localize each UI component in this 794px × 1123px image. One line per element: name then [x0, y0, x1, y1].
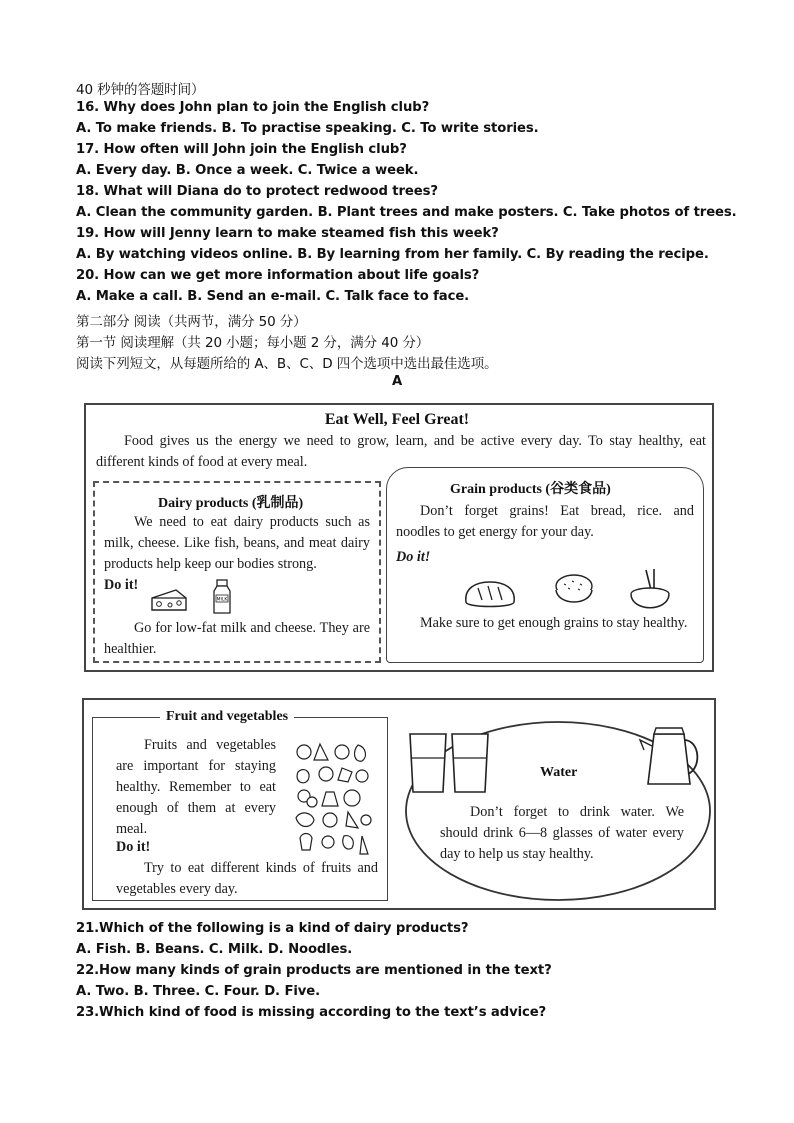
options-16: A. To make friends. B. To practise speaking. C. To write stories.: [76, 121, 539, 136]
noodles-bowl-icon: [628, 568, 672, 614]
grain-body: Don’t forget grains! Eat bread, rice. and noodles to get energy for your day.: [396, 503, 694, 540]
milk-bottle-icon: [211, 579, 233, 615]
fruits-vegetables-icon: [290, 740, 376, 858]
options-20: A. Make a call. B. Send an e-mail. C. Talk face to face.: [76, 289, 470, 304]
question-16: 16. Why does John plan to join the English club?: [76, 100, 430, 115]
rice-bowl-icon: [552, 572, 596, 612]
grain-tip: Make sure to get enough grains to stay healthy.: [420, 615, 688, 631]
options-17: A. Every day. B. Once a week. C. Twice a week.: [76, 163, 419, 178]
options-22: A. Two. B. Three. C. Four. D. Five.: [76, 984, 321, 999]
time-note: 40 秒钟的答题时间）: [76, 82, 205, 98]
options-18: A. Clean the community garden. B. Plant trees and make posters. C. Take photos of trees.: [76, 205, 737, 220]
dairy-title: Dairy products (乳制品): [158, 496, 304, 511]
question-18: 18. What will Diana do to protect redwood trees?: [76, 184, 438, 199]
water-glasses-icon: [406, 732, 496, 794]
milk-label: MILK: [216, 597, 228, 603]
poster-title: Eat Well, Feel Great!: [324, 411, 470, 428]
bread-icon: [462, 578, 518, 612]
question-21: 21.Which of the following is a kind of dairy products?: [76, 921, 469, 936]
poster-intro: Food gives us the energy we need to grow, learn, and be active every day. To stay healthy, eat different kinds of food at every meal.: [96, 433, 706, 470]
options-19: A. By watching videos online. B. By learning from her family. C. By reading the recipe.: [76, 247, 709, 262]
instructions: 阅读下列短文，从每题所给的 A、B、C、D 四个选项中选出最佳选项。: [76, 356, 498, 372]
kettle-icon: [636, 724, 706, 790]
grain-doit: Do it!: [396, 549, 431, 565]
dairy-body: We need to eat dairy products such as milk, cheese. Like fish, beans, and meat dairy products help keep our bodies strong.: [104, 514, 370, 572]
water-body: Don’t forget to drink water. We should drink 6—8 glasses of water every day to help us stay healthy.: [440, 804, 684, 862]
cheese-icon: [150, 586, 188, 614]
grain-title: Grain products (谷类食品): [450, 482, 611, 497]
fruit-title: Fruit and vegetables: [160, 709, 294, 725]
fruit-doit: Do it!: [116, 839, 151, 855]
fruit-tip: Try to eat different kinds of fruits and vegetables every day.: [116, 860, 378, 897]
question-19: 19. How will Jenny learn to make steamed fish this week?: [76, 226, 499, 241]
question-17: 17. How often will John join the English club?: [76, 142, 407, 157]
fruit-body: Fruits and vegetables are important for staying healthy. Remember to eat enough of them at every meal.: [116, 737, 276, 837]
water-title: Water: [540, 765, 578, 780]
question-22: 22.How many kinds of grain products are mentioned in the text?: [76, 963, 552, 978]
question-23: 23.Which kind of food is missing according to the text’s advice?: [76, 1005, 547, 1020]
subsection-heading: 第一节 阅读理解（共 20 小题；每小题 2 分，满分 40 分）: [76, 335, 430, 351]
options-21: A. Fish. B. Beans. C. Milk. D. Noodles.: [76, 942, 353, 957]
passage-label: A: [392, 374, 403, 389]
dairy-tip: Go for low-fat milk and cheese. They are healthier.: [104, 620, 370, 657]
section-heading: 第二部分 阅读（共两节，满分 50 分）: [76, 314, 307, 330]
question-20: 20. How can we get more information about life goals?: [76, 268, 480, 283]
dairy-doit: Do it!: [104, 577, 139, 593]
